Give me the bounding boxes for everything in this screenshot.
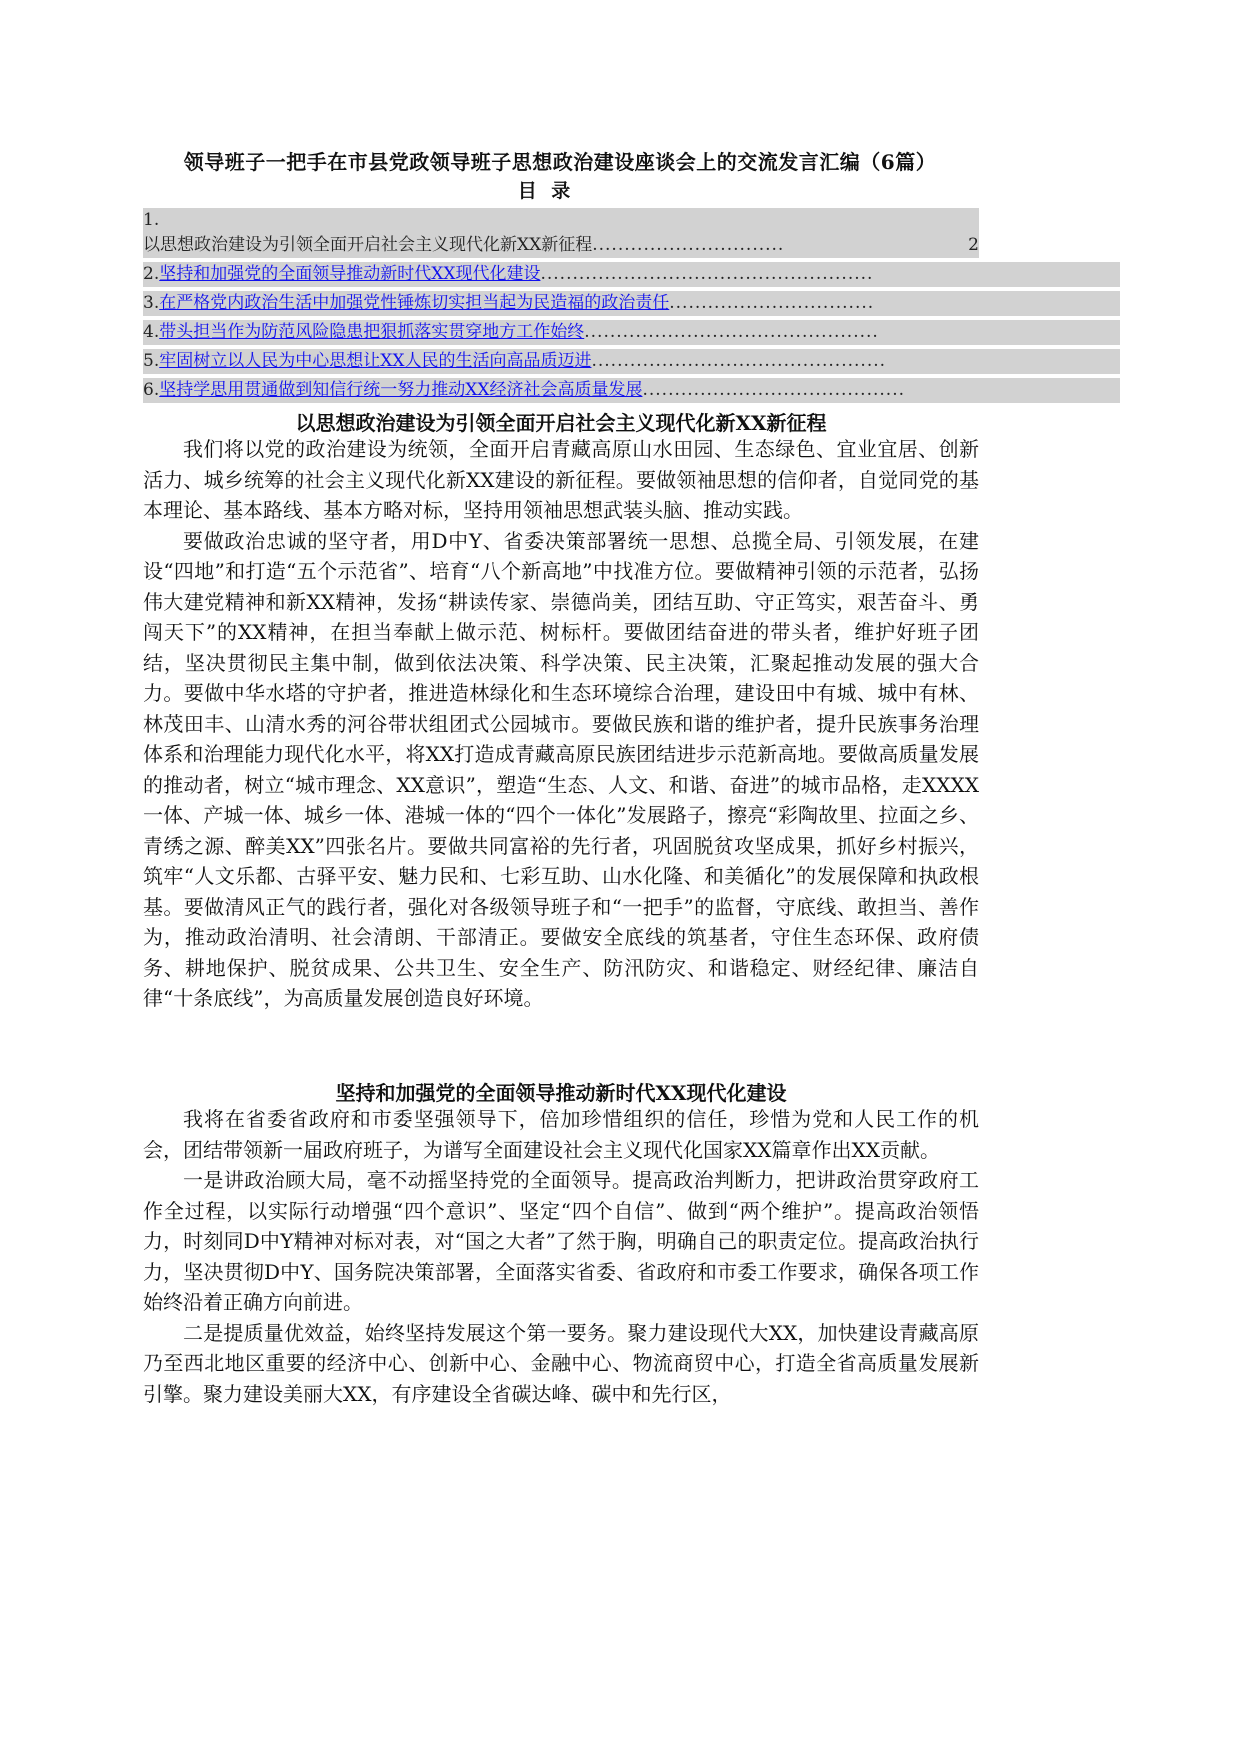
toc-leader-dots: ................................ <box>669 293 875 313</box>
section-heading-1: 以思想政治建设为引领全面开启社会主义现代化新XX新征程 <box>295 411 827 435</box>
toc-page-number: 2 <box>968 235 979 255</box>
table-of-contents <box>143 208 1120 407</box>
toc-entry-link[interactable]: 在严格党内政治生活中加强党性锤炼切实担当起为民造福的政治责任 <box>159 293 670 313</box>
body-paragraph: 二是提质量优效益，始终坚持发展这个第一要务。聚力建设现代大XX，加快建设青藏高原乃至西北地区重要的经济中心、创新中心、金融中心、物流商贸中心，打造全省高质量发展新引擎。聚力建设美丽大XX，有序建设全省碳达峰、碳中和先行区， <box>143 1320 979 1406</box>
toc-entry-number: 3. <box>143 293 160 313</box>
document-title: 领导班子一把手在市县党政领导班子思想政治建设座谈会上的交流发言汇编（6篇） <box>183 150 937 174</box>
toc-entry-6[interactable] <box>143 378 1120 403</box>
toc-entry-number: 6. <box>143 380 160 400</box>
toc-entry-link[interactable]: 坚持学思用贯通做到知信行统一努力推动XX经济社会高质量发展 <box>159 380 643 400</box>
toc-entry-3[interactable] <box>143 291 1120 316</box>
toc-entry-text: 以思想政治建设为引领全面开启社会主义现代化新XX新征程 <box>143 235 593 255</box>
body-paragraph: 我们将以党的政治建设为统领，全面开启青藏高原山水田园、生态绿色、宜业宜居、创新活力、城乡统筹的社会主义现代化新XX建设的新征程。要做领袖思想的信仰者，自觉同党的基本理论、基本路线、基本方略对标，坚持用领袖思想武装头脑、推动实践。 <box>143 437 979 522</box>
toc-entry-number: 4. <box>143 322 160 342</box>
body-paragraph: 一是讲政治顾大局，毫不动摇坚持党的全面领导。提高政治判断力，把讲政治贯穿政府工作全过程，以实际行动增强“四个意识”、坚定“四个自信”、做到“两个维护”。提高政治领悟力，时刻同D中Y精神对标对表，对“国之大者”了然于胸，明确自己的职责定位。提高政治执行力，坚决贯彻D中Y、国务院决策部署，全面落实省委、省政府和市委工作要求，确保各项工作始终沿着正确方向前进。 <box>143 1168 979 1314</box>
section-body-2 <box>143 1104 979 1409</box>
section-body-1 <box>143 434 979 1014</box>
toc-entry-number: 1. <box>143 210 160 230</box>
body-paragraph: 要做政治忠诚的坚守者，用D中Y、省委决策部署统一思想、总揽全局、引领发展，在建设“四地”和打造“五个示范省”、培育“八个新高地”中找准方位。要做精神引领的示范者，弘扬伟大建党精神和新XX精神，发扬“耕读传家、崇德尚美，团结互助、守正笃实，艰苦奋斗、勇闯天下”的XX精神，在担当奉献上做示范、树标杆。要做团结奋进的带头者，维护好班子团结，坚决贯彻民主集中制，做到依法决策、科学决策、民主决策，汇聚起推动发展的强大合力。要做中华水塔的守护者，推进造林绿化和生态环境综合治理，建设田中有城、城中有林、林茂田丰、山清水秀的河谷带状组团式公园城市。要做民族和谐的维护者，提升民族事务治理体系和治理能力现代化水平，将XX打造成青藏高原民族团结进步示范新高地。要做高质量发展的推动者，树立“城市理念、XX意识”，塑造“生态、人文、和谐、奋进”的城市品格，走XXXX一体、产城一体、城乡一体、港城一体的“四个一体化”发展路子，擦亮“彩陶故里、拉面之乡、青绣之源、醉美XX”四张名片。要做共同富裕的先行者，巩固脱贫攻坚成果，抓好乡村振兴，筑牢“人文乐都、古驿平安、魅力民和、七彩互助、山水化隆、和美循化”的发展保障和执政根基。要做清风正气的践行者，强化对各级领导班子和“一把手”的监督，守底线、敢担当、善作为，推动政治清明、社会清朗、干部清正。要做安全底线的筑基者，守住生态环保、政府债务、耕地保护、脱贫成果、公共卫生、安全生产、防汛防灾、和谐稳定、财经纪律、廉洁自律“十条底线”，为高质量发展创造良好环境。 <box>143 528 979 1010</box>
toc-leader-dots: .............................................. <box>584 322 879 342</box>
toc-entry-link[interactable]: 带头担当作为防范风险隐患把狠抓落实贯穿地方工作始终 <box>159 322 585 342</box>
toc-entry-link[interactable]: 牢固树立以人民为中心思想让XX人民的生活向高品质迈进 <box>159 351 592 371</box>
toc-entry-5[interactable] <box>143 349 1120 374</box>
toc-leader-dots: .............................. <box>592 235 785 255</box>
toc-leader-dots: .............................................. <box>591 351 887 371</box>
toc-leader-dots: .................................................... <box>540 264 874 284</box>
body-paragraph: 我将在省委省政府和市委坚强领导下，倍加珍惜组织的信任，珍惜为党和人民工作的机会，团结带领新一届政府班子，为谱写全面建设社会主义现代化国家XX篇章作出XX贡献。 <box>143 1107 979 1162</box>
toc-entry-1[interactable] <box>143 233 979 258</box>
toc-entry-1-number-row[interactable] <box>143 208 979 233</box>
toc-entry-number: 2. <box>143 264 160 284</box>
toc-heading: 目 录 <box>517 180 575 202</box>
toc-entry-2[interactable] <box>143 262 1120 287</box>
toc-entry-link[interactable]: 坚持和加强党的全面领导推动新时代XX现代化建设 <box>159 264 541 284</box>
toc-entry-4[interactable] <box>143 320 1120 345</box>
toc-entry-number: 5. <box>143 351 160 371</box>
toc-leader-dots: ......................................... <box>642 380 906 400</box>
section-heading-2: 坚持和加强党的全面领导推动新时代XX现代化建设 <box>335 1081 787 1105</box>
